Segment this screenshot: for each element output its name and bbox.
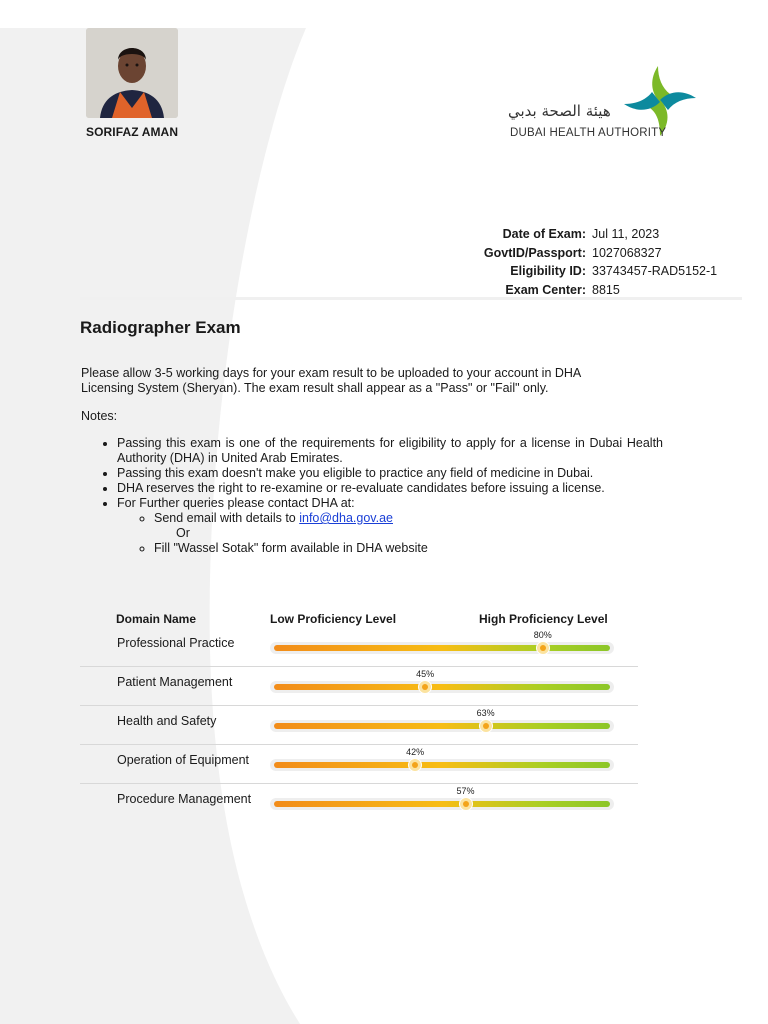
dha-logo-english-text: DUBAI HEALTH AUTHORITY <box>510 127 667 139</box>
note-item: • DHA reserves the right to re-examine or re-evaluate candidates before issuing a license. <box>117 481 663 496</box>
proficiency-gradient <box>274 645 610 651</box>
domain-name: Patient Management <box>117 675 233 689</box>
exam-info-block <box>440 225 740 299</box>
notes-list <box>81 436 663 556</box>
proficiency-bar <box>270 708 614 732</box>
proficiency-marker <box>419 681 431 693</box>
header-divider <box>80 297 742 300</box>
eligibility-id-value: 33743457-RAD5152-1 <box>592 264 718 278</box>
intro-paragraph: Please allow 3-5 working days for your exam result to be uploaded to your account in DHA Licensing System (Sheryan). The exam result shall appear as a "Pass" or "Fail" only. <box>81 366 581 395</box>
proficiency-gradient <box>274 801 610 807</box>
exam-date-label: Date of Exam: <box>502 227 586 241</box>
email-prefix-text: Send email with details to <box>154 511 300 525</box>
domain-name: Health and Safety <box>117 714 217 728</box>
contact-intro-text: For Further queries please contact DHA at: <box>117 496 355 510</box>
proficiency-marker <box>537 642 549 654</box>
dha-logo <box>500 64 705 146</box>
proficiency-bar <box>270 630 614 654</box>
exam-center-label: Exam Center: <box>505 282 586 297</box>
proficiency-percent: 80% <box>533 630 552 640</box>
contact-email-item <box>154 511 663 541</box>
candidate-photo <box>86 28 178 118</box>
dha-logo-arabic-text: هيئة الصحة بدبي <box>508 102 611 120</box>
person-avatar-icon <box>86 28 178 118</box>
exam-title: Radiographer Exam <box>80 318 241 337</box>
exam-info-row-date <box>440 225 740 244</box>
proficiency-gradient <box>274 762 610 768</box>
header-high-proficiency: High Proficiency Level <box>479 612 608 626</box>
table-row <box>80 706 638 745</box>
domain-name: Operation of Equipment <box>117 753 250 767</box>
domain-name: Professional Practice <box>117 636 235 650</box>
proficiency-table <box>80 628 638 822</box>
domain-name: Procedure Management <box>117 792 252 806</box>
exam-date-value: Jul 11, 2023 <box>592 227 660 241</box>
notes-label: Notes: <box>81 409 118 423</box>
table-row <box>80 667 638 706</box>
proficiency-percent: 42% <box>406 747 425 757</box>
proficiency-marker <box>480 720 492 732</box>
table-row <box>80 784 638 822</box>
govt-id-label: GovtID/Passport: <box>483 245 586 260</box>
table-row <box>80 628 638 667</box>
email-link[interactable]: info@dha.gov.ae <box>299 511 393 525</box>
contact-form-item: ◦ Fill "Wassel Sotak" form available in DHA website <box>154 541 663 556</box>
proficiency-gradient <box>274 723 610 729</box>
exam-center-value: 8815 <box>592 282 620 297</box>
proficiency-bar <box>270 786 614 810</box>
table-row <box>80 745 638 784</box>
exam-info-row-passport <box>440 244 740 263</box>
proficiency-percent: 63% <box>476 708 495 718</box>
or-text: Or <box>176 526 190 540</box>
header-domain-name: Domain Name <box>116 612 197 626</box>
proficiency-table-header <box>80 610 640 628</box>
proficiency-bar <box>270 669 614 693</box>
proficiency-marker <box>409 759 421 771</box>
candidate-name: SORIFAZ AMAN <box>86 125 179 139</box>
proficiency-bar <box>270 747 614 771</box>
eligibility-id-label: Eligibility ID: <box>510 264 586 278</box>
note-item: • Passing this exam is one of the requirements for eligibility to apply for a license in Dubai Health Authority (DHA) in United Arab Emirates. <box>117 436 663 466</box>
proficiency-marker <box>460 798 472 810</box>
proficiency-percent: 57% <box>456 786 475 796</box>
proficiency-percent: 45% <box>416 669 435 679</box>
header-low-proficiency: Low Proficiency Level <box>270 612 397 626</box>
exam-info-row-eligibility <box>440 262 740 281</box>
note-item: • Passing this exam doesn't make you eligible to practice any field of medicine in Dubai. <box>117 466 663 481</box>
proficiency-gradient <box>274 684 610 690</box>
note-item-contact <box>117 496 663 556</box>
contact-options-list <box>117 511 663 556</box>
govt-id-value: 1027068327 <box>592 245 662 260</box>
